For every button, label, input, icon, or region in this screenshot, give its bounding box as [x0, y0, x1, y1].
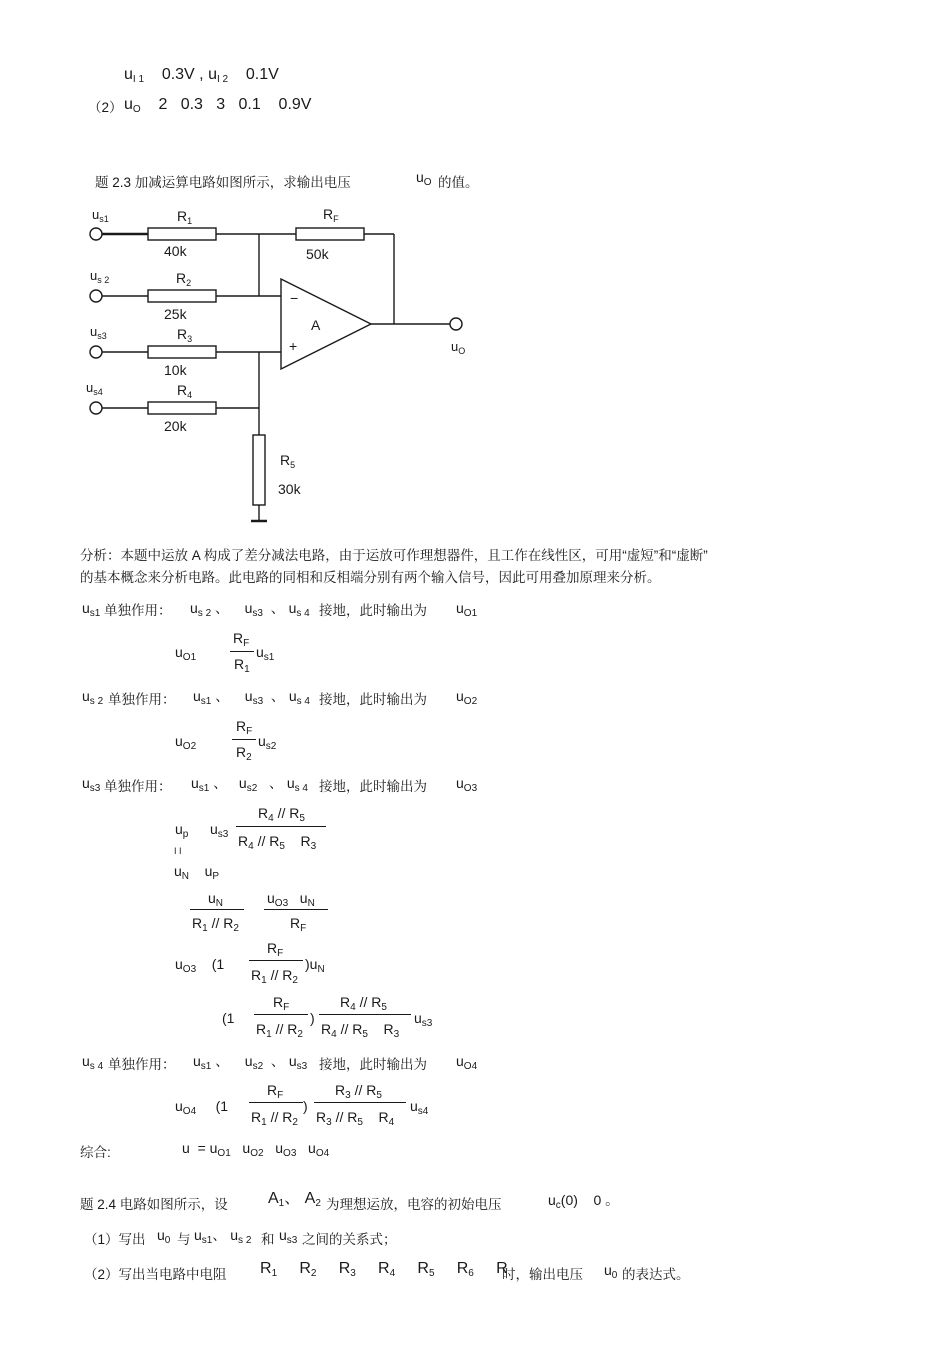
- eq-uo4-bar1: [249, 1102, 303, 1103]
- label-us4: $u_{s4}$: [86, 380, 103, 397]
- terminal-us2: [90, 290, 102, 302]
- eq-uo3-rhs: )$u_N$: [305, 956, 325, 975]
- resistor-r1: [148, 228, 216, 240]
- terminal-us1: [90, 228, 102, 240]
- eq-uo3b-num2: $R_4 // R_5$: [340, 994, 387, 1013]
- opamp-minus: −: [290, 290, 299, 306]
- label-r5: $R_5$: [280, 452, 296, 470]
- label-us3: $u_{s3}$: [90, 324, 107, 341]
- problem-2-4-title: 题 2.4 电路如图所示，设: [80, 1197, 228, 1212]
- case-us2-output: $u_{O2}$: [456, 688, 478, 707]
- eq-kcl-den2: $R_F$: [290, 915, 307, 934]
- eq-uo4-num1: $R_F$: [267, 1082, 284, 1101]
- eq-uo2-den: $R_2$: [236, 744, 252, 763]
- q2-u0: $u_0$: [604, 1262, 618, 1281]
- problem-2-4-opamps: A1、 A2: [268, 1190, 321, 1209]
- analysis-para-1: 分析：本题中运放 A 构成了差分减法电路，由于运放可作理想器件，且工作在线性区，可用“虚短”和“虚断”: [80, 548, 708, 563]
- eq-uo2-lhs: $u_{O2}$: [175, 733, 197, 752]
- eq-uo2-num: $R_F$: [236, 718, 253, 737]
- label-r1: $R_1$: [177, 208, 193, 226]
- case-us3-label: $u_{s3}$: [82, 775, 101, 794]
- eq-uo3b-lhs: (1: [222, 1010, 235, 1026]
- eq-uo3-num: $R_F$: [267, 940, 284, 959]
- eq-kcl-den1: $R_1 // R_2$: [192, 915, 239, 934]
- problem-2-3-title: 题 2.3 加减运算电路如图所示，求输出电压: [95, 175, 351, 190]
- q1-u0: $u_0$: [157, 1227, 171, 1246]
- eq-kcl-num2: $u_{O3}$ $u_N$: [267, 890, 315, 909]
- value-r2: 25k: [164, 306, 187, 322]
- eq-uo1-num: $R_F$: [233, 630, 250, 649]
- case-us2-grounded: 接地，此时输出为: [319, 692, 427, 707]
- eq-uo4-lhs: $u_{O4}$ (1: [175, 1098, 229, 1117]
- eq-up-us3: $u_{s3}$: [210, 821, 229, 840]
- value-r1: 40k: [164, 243, 187, 259]
- q1-us3: $u_{s3}$: [279, 1227, 298, 1246]
- case-us4-output: $u_{O4}$: [456, 1053, 478, 1072]
- case-us3-grounds: $u_{s1}$ 、 $u_{s2}$ 、 $u_{s 4}$: [191, 775, 308, 794]
- case-us3-output: $u_{O3}$: [456, 775, 478, 794]
- header-line-2-label: （2）: [88, 100, 123, 115]
- eq-uo3b-den2: $R_4 // R_5$ $R_3$: [321, 1021, 400, 1040]
- opamp-plus: +: [289, 338, 298, 354]
- q1-label: （1）写出: [84, 1232, 146, 1247]
- q2-end: 的表达式。: [622, 1267, 690, 1282]
- case-us2-label: $u_{s 2}$: [82, 688, 104, 707]
- header-line-2-expr: uO 2 0.3 3 0.1 0.9V: [124, 96, 312, 115]
- eq-uo3b-num1: $R_F$: [273, 994, 290, 1013]
- eq-uo3b-paren: ): [310, 1010, 315, 1026]
- eq-up-lhs: $u_p$: [175, 821, 189, 840]
- eq-kcl-bar2: [264, 909, 328, 910]
- case-us3-alone: 单独作用：: [104, 779, 172, 794]
- q2-label: （2）写出当电路中电阻: [84, 1267, 227, 1282]
- eq-uo3-bar: [249, 960, 303, 961]
- eq-uo3-den: $R_1 // R_2$: [251, 967, 298, 986]
- label-uo: $u_O$: [451, 339, 466, 356]
- label-r3: $R_3$: [177, 326, 193, 344]
- resistor-r3: [148, 346, 216, 358]
- eq-uo3b-bar1: [254, 1014, 308, 1015]
- eq-un-up: $u_N$ $u_P$: [174, 863, 220, 882]
- resistor-r4: [148, 402, 216, 414]
- resistor-r5: [253, 435, 265, 505]
- case-us2-grounds: $u_{s1}$ 、 $u_{s3}$ 、 $u_{s 4}$: [193, 688, 310, 707]
- eq-uo3b-bar2: [319, 1014, 411, 1015]
- eq-uo1-bar: [230, 651, 254, 652]
- problem-2-4-mid: 为理想运放，电容的初始电压: [326, 1197, 502, 1212]
- eq-uo2-rhs: $u_{s2}$: [258, 733, 277, 752]
- eq-uo1-lhs: $u_{O1}$: [175, 644, 197, 663]
- label-us2: $u_{s 2}$: [90, 268, 110, 285]
- eq-up-num: $R_4 // R_5$: [258, 805, 305, 824]
- eq-uo1-den: $R_1$: [234, 656, 250, 675]
- q2-tail: 时，输出电压: [502, 1267, 583, 1282]
- eq-kcl-num1: $u_N$: [208, 890, 224, 909]
- q1-vars: $u_{s1}$、 $u_{s 2}$: [194, 1227, 252, 1246]
- eq-uo4-paren: ): [303, 1098, 308, 1114]
- terminal-us4: [90, 402, 102, 414]
- case-us1-grounds: $u_{s 2}$ 、 $u_{s3}$ 、 $u_{s 4}$: [190, 600, 310, 619]
- problem-2-3-tail: 的值。: [438, 175, 479, 190]
- eq-uo4-num2: $R_3 // R_5$: [335, 1082, 382, 1101]
- eq-up-bar: [236, 826, 326, 827]
- problem-2-3-var: $u_O$: [416, 169, 432, 188]
- q1-tail: 之间的关系式；: [302, 1232, 397, 1247]
- opamp-label: A: [311, 317, 321, 333]
- case-us1-grounded: 接地，此时输出为: [319, 603, 427, 618]
- case-us1-output: $u_{O1}$: [456, 600, 478, 619]
- case-us4-grounds: $u_{s1}$ 、 $u_{s2}$ 、 $u_{s3}$: [193, 1053, 308, 1072]
- q1-and: 与: [177, 1232, 191, 1247]
- case-us4-label: $u_{s 4}$: [82, 1053, 104, 1072]
- eq-uo3b-rhs: $u_{s3}$: [414, 1010, 433, 1029]
- summary-eq: $u = u_{O1}$ $u_{O2}$ $u_{O3}$ $u_{O4}$: [182, 1140, 330, 1159]
- resistor-r2: [148, 290, 216, 302]
- terminal-uo: [450, 318, 462, 330]
- eq-uo4-rhs: $u_{s4}$: [410, 1098, 429, 1117]
- case-us1-alone: 单独作用：: [104, 603, 172, 618]
- case-us4-alone: 单独作用：: [108, 1057, 176, 1072]
- label-r2: $R_2$: [176, 270, 192, 288]
- eq-up-den: $R_4 // R_5$ $R_3$: [238, 833, 317, 852]
- eq-uo4-bar2: [314, 1102, 406, 1103]
- label-rf: $R_F$: [323, 206, 339, 224]
- eq-kcl-bar1: [190, 909, 244, 910]
- eq-uo4-den1: $R_1 // R_2$: [251, 1109, 298, 1128]
- case-us3-grounded: 接地，此时输出为: [319, 779, 427, 794]
- circuit-diagram: [80, 195, 480, 535]
- value-r4: 20k: [164, 418, 187, 434]
- value-rf: 50k: [306, 246, 329, 262]
- resistor-rf: [296, 228, 364, 240]
- case-us4-grounded: 接地，此时输出为: [319, 1057, 427, 1072]
- value-r5: 30k: [278, 481, 301, 497]
- eq-uo3b-den1: $R_1 // R_2$: [256, 1021, 303, 1040]
- header-line-1: uI 1 0.3V , uI 2 0.1V: [124, 66, 279, 85]
- label-r4: $R_4$: [177, 382, 193, 400]
- q1-and2: 和: [261, 1232, 275, 1247]
- eq-uo4-den2: $R_3 // R_5$ $R_4$: [316, 1109, 395, 1128]
- case-us1-label: $u_{s1}$: [82, 600, 101, 619]
- eq-uo1-rhs: $u_{s1}$: [256, 644, 275, 663]
- value-r3: 10k: [164, 362, 187, 378]
- case-us2-alone: 单独作用：: [108, 692, 176, 707]
- eq-uo2-bar: [232, 739, 256, 740]
- label-us1: $u_{s1}$: [92, 207, 109, 224]
- eq-virtual-short-mark: I I: [174, 846, 182, 856]
- summary-label: 综合:: [80, 1145, 111, 1160]
- eq-uo3-lhs: $u_{O3}$ (1: [175, 956, 225, 975]
- terminal-us3: [90, 346, 102, 358]
- analysis-para-2: 的基本概念来分析电路。此电路的同相和反相端分别有两个输入信号，因此可用叠加原理来分析。: [80, 570, 661, 585]
- problem-2-4-uc0: $u_c(0)$ 0 。: [548, 1192, 620, 1211]
- q2-resistors: R1 R2 R3 R4 R5 R6 R: [260, 1260, 508, 1279]
